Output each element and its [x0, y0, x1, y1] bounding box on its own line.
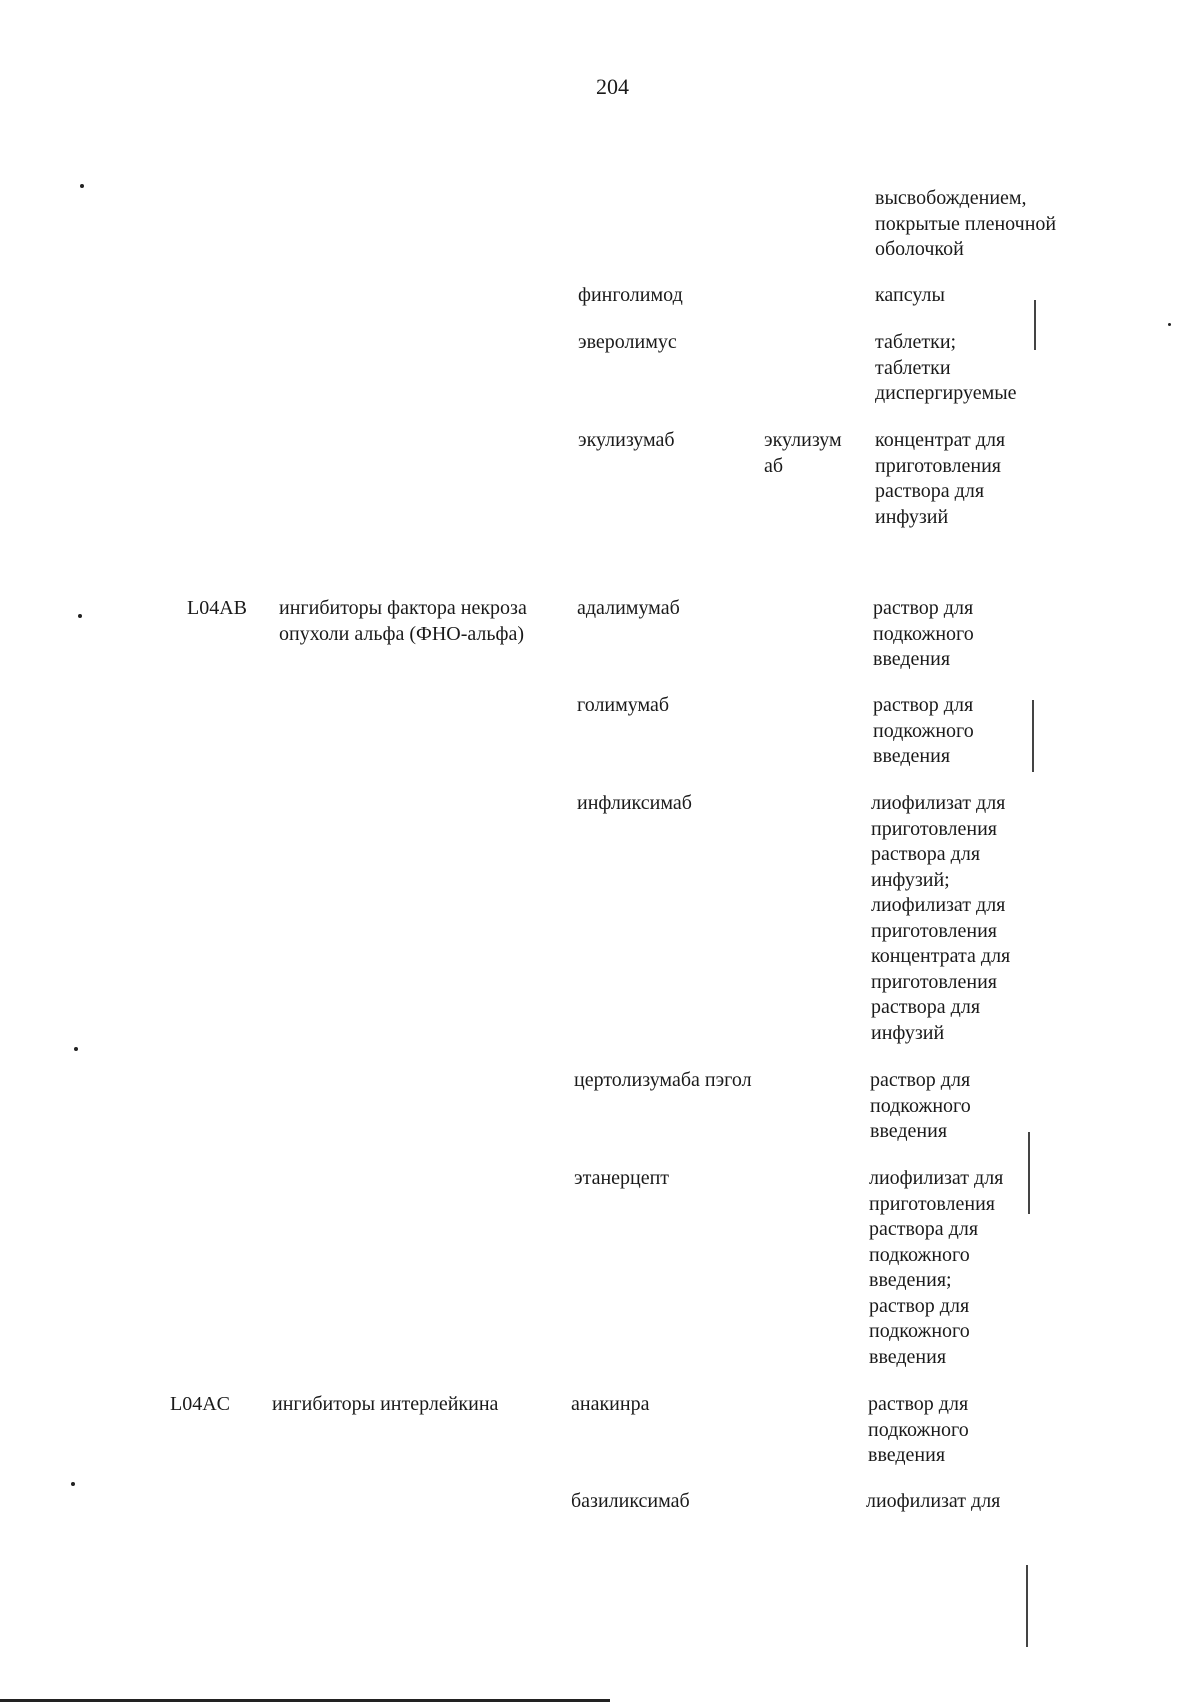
page-edge-rule — [0, 1699, 610, 1702]
page-number: 204 — [596, 74, 629, 99]
substance-name: этанерцепт — [574, 1167, 670, 1189]
scan-speck — [71, 1482, 75, 1486]
substance-name: инфликсимаб — [577, 792, 692, 814]
scan-speck — [80, 184, 84, 188]
dosage-form: раствор для подкожного введения — [868, 1393, 969, 1466]
substance-name: финголимод — [578, 284, 683, 306]
dosage-form: лиофилизат для приготовления раствора для инфузий; лиофилизат для приготовления концентрата для приготовления раствора для инфузий — [871, 792, 1011, 1044]
substance-name: голимумаб — [577, 694, 670, 716]
scan-mark — [1032, 700, 1034, 772]
dosage-form: раствор для подкожного введения — [873, 597, 974, 670]
pharmacological-group: ингибиторы фактора некроза опухоли альфа (ФНО-альфа) — [279, 597, 527, 645]
atc-code: L04AB — [187, 597, 247, 619]
scan-speck — [78, 614, 82, 618]
substance-name: анакинра — [571, 1393, 650, 1415]
scan-speck — [74, 1047, 78, 1051]
substance-name: адалимумаб — [577, 597, 680, 619]
atc-code: L04AC — [170, 1393, 230, 1415]
pharmacological-group: ингибиторы интерлейкина — [272, 1393, 499, 1415]
dosage-form: лиофилизат для приготовления раствора для подкожного введения; раствор для подкожного введения — [869, 1167, 1004, 1368]
scan-mark — [1028, 1132, 1030, 1214]
dosage-form: раствор для подкожного введения — [873, 694, 974, 767]
scan-mark — [1026, 1565, 1028, 1647]
dosage-form: раствор для подкожного введения — [870, 1069, 971, 1142]
dosage-form: таблетки; таблетки диспергируемые — [875, 331, 1017, 404]
scan-mark — [1034, 300, 1036, 350]
substance-name: базиликсимаб — [571, 1490, 690, 1512]
dosage-form: лиофилизат для — [866, 1490, 1001, 1512]
substance-name: цертолизумаба пэгол — [574, 1069, 752, 1091]
dosage-form: капсулы — [875, 284, 945, 306]
dosage-form: концентрат для приготовления раствора для инфузий — [875, 429, 1006, 528]
trade-name: экулизум аб — [764, 429, 842, 477]
substance-name: экулизумаб — [578, 429, 675, 451]
scan-speck — [1168, 323, 1171, 326]
substance-name: эверолимус — [578, 331, 677, 353]
dosage-form: высвобождением, покрытые пленочной оболочкой — [875, 187, 1057, 260]
